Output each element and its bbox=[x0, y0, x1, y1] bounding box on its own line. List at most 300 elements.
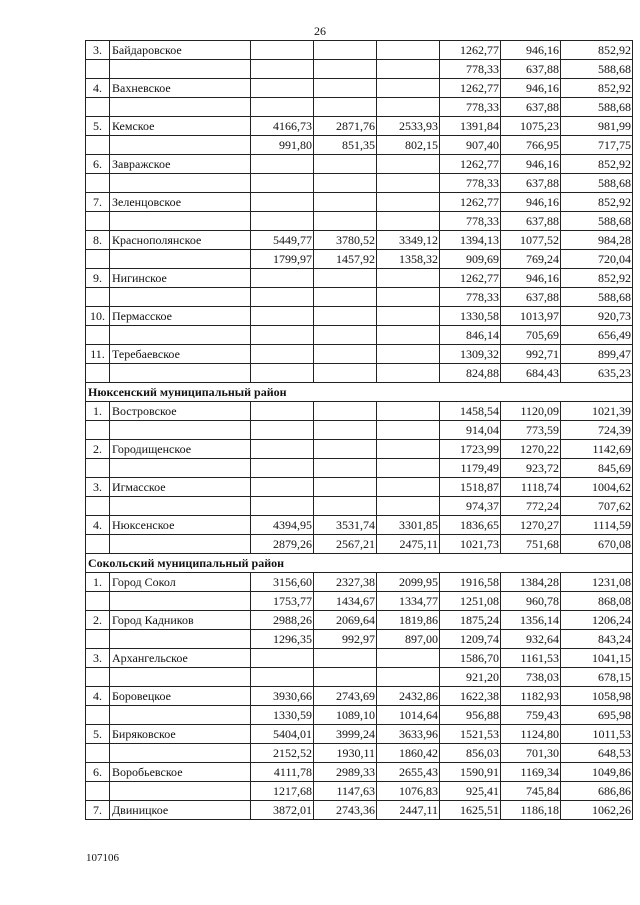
table-row bbox=[86, 79, 633, 98]
value-cell: 772,24 bbox=[501, 497, 561, 516]
table-row-continuation bbox=[86, 421, 633, 440]
value-cell bbox=[377, 345, 440, 364]
value-cell: 1114,59 bbox=[561, 516, 633, 535]
value-cell bbox=[251, 288, 314, 307]
value-cell: 2567,21 bbox=[314, 535, 377, 554]
value-cell: 802,15 bbox=[377, 136, 440, 155]
value-cell: 899,47 bbox=[561, 345, 633, 364]
value-cell: 1296,35 bbox=[251, 630, 314, 649]
value-cell: 2432,86 bbox=[377, 687, 440, 706]
table-row-continuation bbox=[86, 60, 633, 79]
settlement-name bbox=[110, 421, 251, 440]
value-cell: 907,40 bbox=[440, 136, 501, 155]
value-cell: 1217,68 bbox=[251, 782, 314, 801]
value-cell bbox=[251, 345, 314, 364]
value-cell: 1457,92 bbox=[314, 250, 377, 269]
value-cell bbox=[314, 60, 377, 79]
row-number: 4. bbox=[86, 79, 110, 98]
value-cell: 1518,87 bbox=[440, 478, 501, 497]
value-cell bbox=[314, 459, 377, 478]
settlement-name bbox=[110, 668, 251, 687]
value-cell: 3531,74 bbox=[314, 516, 377, 535]
value-cell bbox=[251, 174, 314, 193]
row-number bbox=[86, 326, 110, 345]
value-cell: 707,62 bbox=[561, 497, 633, 516]
row-number bbox=[86, 630, 110, 649]
value-cell bbox=[377, 193, 440, 212]
value-cell bbox=[251, 155, 314, 174]
table-row bbox=[86, 269, 633, 288]
value-cell: 588,68 bbox=[561, 60, 633, 79]
value-cell: 856,03 bbox=[440, 744, 501, 763]
value-cell: 1819,86 bbox=[377, 611, 440, 630]
value-cell: 759,43 bbox=[501, 706, 561, 725]
value-cell: 2152,52 bbox=[251, 744, 314, 763]
value-cell bbox=[251, 307, 314, 326]
value-cell bbox=[251, 326, 314, 345]
value-cell bbox=[251, 649, 314, 668]
row-number: 3. bbox=[86, 478, 110, 497]
value-cell bbox=[377, 440, 440, 459]
table-row-continuation bbox=[86, 136, 633, 155]
table-row bbox=[86, 307, 633, 326]
value-cell bbox=[251, 459, 314, 478]
value-cell: 2327,38 bbox=[314, 573, 377, 592]
value-cell: 1058,98 bbox=[561, 687, 633, 706]
value-cell bbox=[377, 174, 440, 193]
row-number bbox=[86, 364, 110, 383]
value-cell: 705,69 bbox=[501, 326, 561, 345]
row-number bbox=[86, 98, 110, 117]
value-cell: 1262,77 bbox=[440, 269, 501, 288]
value-cell bbox=[314, 326, 377, 345]
value-cell bbox=[377, 212, 440, 231]
value-cell bbox=[314, 478, 377, 497]
row-number bbox=[86, 592, 110, 611]
table-row bbox=[86, 193, 633, 212]
value-cell: 2655,43 bbox=[377, 763, 440, 782]
value-cell bbox=[251, 668, 314, 687]
row-number: 8. bbox=[86, 231, 110, 250]
row-number: 9. bbox=[86, 269, 110, 288]
value-cell: 648,53 bbox=[561, 744, 633, 763]
value-cell: 1004,62 bbox=[561, 478, 633, 497]
settlement-name: Теребаевское bbox=[110, 345, 251, 364]
row-number bbox=[86, 782, 110, 801]
value-cell bbox=[314, 155, 377, 174]
value-cell: 3349,12 bbox=[377, 231, 440, 250]
settlement-name bbox=[110, 535, 251, 554]
table-row-continuation bbox=[86, 250, 633, 269]
row-number: 7. bbox=[86, 801, 110, 820]
value-cell: 2533,93 bbox=[377, 117, 440, 136]
value-cell: 5404,01 bbox=[251, 725, 314, 744]
value-cell: 845,69 bbox=[561, 459, 633, 478]
value-cell: 991,80 bbox=[251, 136, 314, 155]
value-cell: 738,03 bbox=[501, 668, 561, 687]
value-cell: 2447,11 bbox=[377, 801, 440, 820]
settlement-name bbox=[110, 706, 251, 725]
value-cell bbox=[251, 402, 314, 421]
value-cell bbox=[251, 269, 314, 288]
value-cell bbox=[251, 193, 314, 212]
value-cell: 2475,11 bbox=[377, 535, 440, 554]
value-cell bbox=[377, 649, 440, 668]
value-cell: 637,88 bbox=[501, 60, 561, 79]
value-cell bbox=[377, 668, 440, 687]
table-row bbox=[86, 440, 633, 459]
value-cell: 1161,53 bbox=[501, 649, 561, 668]
settlement-name: Байдаровское bbox=[110, 41, 251, 60]
value-cell: 852,92 bbox=[561, 155, 633, 174]
row-number bbox=[86, 174, 110, 193]
value-cell: 1309,32 bbox=[440, 345, 501, 364]
table-row bbox=[86, 516, 633, 535]
settlement-name bbox=[110, 98, 251, 117]
value-cell bbox=[377, 60, 440, 79]
settlement-name bbox=[110, 288, 251, 307]
value-cell: 946,16 bbox=[501, 155, 561, 174]
table-row bbox=[86, 231, 633, 250]
value-cell bbox=[251, 497, 314, 516]
table-row bbox=[86, 725, 633, 744]
value-cell: 1270,22 bbox=[501, 440, 561, 459]
value-cell: 960,78 bbox=[501, 592, 561, 611]
value-cell: 1916,58 bbox=[440, 573, 501, 592]
table-row bbox=[86, 41, 633, 60]
value-cell: 1391,84 bbox=[440, 117, 501, 136]
value-cell: 2069,64 bbox=[314, 611, 377, 630]
row-number bbox=[86, 535, 110, 554]
value-cell: 946,16 bbox=[501, 79, 561, 98]
value-cell bbox=[251, 41, 314, 60]
value-cell: 4394,95 bbox=[251, 516, 314, 535]
value-cell: 946,16 bbox=[501, 193, 561, 212]
value-cell: 1330,59 bbox=[251, 706, 314, 725]
value-cell: 1011,53 bbox=[561, 725, 633, 744]
value-cell: 852,92 bbox=[561, 269, 633, 288]
settlement-name: Пермасское bbox=[110, 307, 251, 326]
value-cell: 2871,76 bbox=[314, 117, 377, 136]
value-cell: 992,71 bbox=[501, 345, 561, 364]
row-number: 4. bbox=[86, 687, 110, 706]
value-cell: 4111,78 bbox=[251, 763, 314, 782]
value-cell: 724,39 bbox=[561, 421, 633, 440]
settlement-name: Архангельское bbox=[110, 649, 251, 668]
row-number bbox=[86, 421, 110, 440]
value-cell: 778,33 bbox=[440, 60, 501, 79]
value-cell bbox=[251, 421, 314, 440]
value-cell bbox=[314, 364, 377, 383]
value-cell: 637,88 bbox=[501, 174, 561, 193]
row-number bbox=[86, 497, 110, 516]
settlement-name: Кемское bbox=[110, 117, 251, 136]
row-number: 5. bbox=[86, 117, 110, 136]
table-row bbox=[86, 573, 633, 592]
value-cell: 843,24 bbox=[561, 630, 633, 649]
table-row bbox=[86, 478, 633, 497]
value-cell bbox=[377, 459, 440, 478]
value-cell bbox=[251, 212, 314, 231]
value-cell: 778,33 bbox=[440, 212, 501, 231]
table-row bbox=[86, 801, 633, 820]
settlement-name: Город Сокол bbox=[110, 573, 251, 592]
row-number: 7. bbox=[86, 193, 110, 212]
row-number: 6. bbox=[86, 763, 110, 782]
settlement-name: Востровское bbox=[110, 402, 251, 421]
row-number: 11. bbox=[86, 345, 110, 364]
value-cell bbox=[377, 478, 440, 497]
value-cell: 1262,77 bbox=[440, 193, 501, 212]
value-cell: 1231,08 bbox=[561, 573, 633, 592]
value-cell bbox=[377, 402, 440, 421]
value-cell: 1356,14 bbox=[501, 611, 561, 630]
value-cell: 1622,38 bbox=[440, 687, 501, 706]
value-cell: 1147,63 bbox=[314, 782, 377, 801]
table-row-continuation bbox=[86, 364, 633, 383]
value-cell: 1169,34 bbox=[501, 763, 561, 782]
table-row-continuation bbox=[86, 668, 633, 687]
value-cell: 588,68 bbox=[561, 98, 633, 117]
value-cell bbox=[377, 269, 440, 288]
value-cell: 992,97 bbox=[314, 630, 377, 649]
row-number: 1. bbox=[86, 402, 110, 421]
settlement-name: Воробьевское bbox=[110, 763, 251, 782]
value-cell: 656,49 bbox=[561, 326, 633, 345]
settlement-name: Городищенское bbox=[110, 440, 251, 459]
value-cell: 3780,52 bbox=[314, 231, 377, 250]
footer-code: 107106 bbox=[86, 852, 119, 864]
value-cell bbox=[314, 649, 377, 668]
value-cell: 852,92 bbox=[561, 193, 633, 212]
table-row bbox=[86, 763, 633, 782]
value-cell: 1875,24 bbox=[440, 611, 501, 630]
value-cell: 920,73 bbox=[561, 307, 633, 326]
value-cell: 1262,77 bbox=[440, 79, 501, 98]
settlement-name: Двиницкое bbox=[110, 801, 251, 820]
value-cell: 868,08 bbox=[561, 592, 633, 611]
value-cell bbox=[314, 98, 377, 117]
row-number bbox=[86, 250, 110, 269]
settlement-name bbox=[110, 497, 251, 516]
row-number: 3. bbox=[86, 649, 110, 668]
value-cell: 1206,24 bbox=[561, 611, 633, 630]
value-cell bbox=[377, 421, 440, 440]
value-cell bbox=[377, 79, 440, 98]
tariff-table bbox=[85, 40, 633, 820]
settlement-name: Боровецкое bbox=[110, 687, 251, 706]
value-cell: 932,64 bbox=[501, 630, 561, 649]
table-row bbox=[86, 117, 633, 136]
value-cell: 766,95 bbox=[501, 136, 561, 155]
value-cell: 4166,73 bbox=[251, 117, 314, 136]
table-row-continuation bbox=[86, 535, 633, 554]
row-number: 10. bbox=[86, 307, 110, 326]
value-cell: 1062,26 bbox=[561, 801, 633, 820]
settlement-name bbox=[110, 174, 251, 193]
value-cell bbox=[251, 60, 314, 79]
value-cell bbox=[314, 212, 377, 231]
value-cell bbox=[314, 497, 377, 516]
value-cell: 3301,85 bbox=[377, 516, 440, 535]
value-cell bbox=[377, 41, 440, 60]
value-cell bbox=[251, 478, 314, 497]
value-cell: 1041,15 bbox=[561, 649, 633, 668]
value-cell: 1590,91 bbox=[440, 763, 501, 782]
value-cell: 1209,74 bbox=[440, 630, 501, 649]
settlement-name: Биряковское bbox=[110, 725, 251, 744]
row-number bbox=[86, 668, 110, 687]
value-cell bbox=[377, 364, 440, 383]
value-cell: 921,20 bbox=[440, 668, 501, 687]
value-cell: 2879,26 bbox=[251, 535, 314, 554]
value-cell: 984,28 bbox=[561, 231, 633, 250]
value-cell: 1049,86 bbox=[561, 763, 633, 782]
settlement-name: Нигинское bbox=[110, 269, 251, 288]
row-number bbox=[86, 212, 110, 231]
table-row bbox=[86, 649, 633, 668]
row-number bbox=[86, 136, 110, 155]
value-cell: 1262,77 bbox=[440, 41, 501, 60]
value-cell: 1120,09 bbox=[501, 402, 561, 421]
value-cell bbox=[314, 307, 377, 326]
section-title: Сокольский муниципальный район bbox=[86, 554, 633, 573]
table-row-continuation bbox=[86, 98, 633, 117]
row-number bbox=[86, 60, 110, 79]
value-cell: 1076,83 bbox=[377, 782, 440, 801]
value-cell bbox=[314, 668, 377, 687]
row-number bbox=[86, 459, 110, 478]
value-cell bbox=[314, 440, 377, 459]
value-cell bbox=[251, 440, 314, 459]
table-row-continuation bbox=[86, 744, 633, 763]
value-cell: 925,41 bbox=[440, 782, 501, 801]
value-cell: 1836,65 bbox=[440, 516, 501, 535]
table-row-continuation bbox=[86, 592, 633, 611]
value-cell: 1753,77 bbox=[251, 592, 314, 611]
table-row-continuation bbox=[86, 782, 633, 801]
value-cell: 1089,10 bbox=[314, 706, 377, 725]
value-cell: 1021,39 bbox=[561, 402, 633, 421]
value-cell bbox=[314, 402, 377, 421]
value-cell: 3156,60 bbox=[251, 573, 314, 592]
table-row bbox=[86, 687, 633, 706]
settlement-name: Игмасское bbox=[110, 478, 251, 497]
settlement-name: Завражское bbox=[110, 155, 251, 174]
value-cell: 1179,49 bbox=[440, 459, 501, 478]
settlement-name bbox=[110, 782, 251, 801]
value-cell: 588,68 bbox=[561, 288, 633, 307]
settlement-name bbox=[110, 592, 251, 611]
page-number: 26 bbox=[314, 24, 326, 38]
value-cell: 1124,80 bbox=[501, 725, 561, 744]
value-cell: 3999,24 bbox=[314, 725, 377, 744]
value-cell: 923,72 bbox=[501, 459, 561, 478]
table-row bbox=[86, 611, 633, 630]
table-row-continuation bbox=[86, 212, 633, 231]
value-cell: 1262,77 bbox=[440, 155, 501, 174]
settlement-name bbox=[110, 326, 251, 345]
value-cell: 778,33 bbox=[440, 288, 501, 307]
value-cell: 695,98 bbox=[561, 706, 633, 725]
value-cell: 1182,93 bbox=[501, 687, 561, 706]
settlement-name: Нюксенское bbox=[110, 516, 251, 535]
row-number: 1. bbox=[86, 573, 110, 592]
value-cell: 773,59 bbox=[501, 421, 561, 440]
value-cell bbox=[314, 174, 377, 193]
value-cell: 2988,26 bbox=[251, 611, 314, 630]
value-cell: 635,23 bbox=[561, 364, 633, 383]
value-cell: 981,99 bbox=[561, 117, 633, 136]
value-cell: 720,04 bbox=[561, 250, 633, 269]
value-cell bbox=[377, 326, 440, 345]
value-cell bbox=[251, 364, 314, 383]
value-cell: 745,84 bbox=[501, 782, 561, 801]
value-cell: 1930,11 bbox=[314, 744, 377, 763]
value-cell: 1860,42 bbox=[377, 744, 440, 763]
value-cell: 1021,73 bbox=[440, 535, 501, 554]
section-header-row bbox=[86, 554, 633, 573]
value-cell: 778,33 bbox=[440, 98, 501, 117]
table-row-continuation bbox=[86, 706, 633, 725]
value-cell: 852,92 bbox=[561, 79, 633, 98]
table-row-continuation bbox=[86, 288, 633, 307]
value-cell: 1251,08 bbox=[440, 592, 501, 611]
value-cell bbox=[377, 307, 440, 326]
value-cell: 1458,54 bbox=[440, 402, 501, 421]
value-cell: 588,68 bbox=[561, 212, 633, 231]
value-cell: 684,43 bbox=[501, 364, 561, 383]
table-body bbox=[86, 41, 633, 820]
row-number: 4. bbox=[86, 516, 110, 535]
value-cell bbox=[314, 41, 377, 60]
table-row bbox=[86, 345, 633, 364]
value-cell: 1270,27 bbox=[501, 516, 561, 535]
value-cell: 1118,74 bbox=[501, 478, 561, 497]
value-cell: 717,75 bbox=[561, 136, 633, 155]
value-cell: 1394,13 bbox=[440, 231, 501, 250]
value-cell: 852,92 bbox=[561, 41, 633, 60]
value-cell bbox=[377, 155, 440, 174]
value-cell: 897,00 bbox=[377, 630, 440, 649]
settlement-name bbox=[110, 212, 251, 231]
value-cell: 1014,64 bbox=[377, 706, 440, 725]
value-cell: 1586,70 bbox=[440, 649, 501, 668]
table-row-continuation bbox=[86, 459, 633, 478]
row-number: 3. bbox=[86, 41, 110, 60]
value-cell: 1334,77 bbox=[377, 592, 440, 611]
settlement-name: Вахневское bbox=[110, 79, 251, 98]
table-row-continuation bbox=[86, 326, 633, 345]
value-cell: 1142,69 bbox=[561, 440, 633, 459]
value-cell: 1186,18 bbox=[501, 801, 561, 820]
value-cell bbox=[377, 288, 440, 307]
value-cell: 956,88 bbox=[440, 706, 501, 725]
value-cell: 1625,51 bbox=[440, 801, 501, 820]
value-cell: 701,30 bbox=[501, 744, 561, 763]
value-cell: 2743,36 bbox=[314, 801, 377, 820]
section-title: Нюксенский муниципальный район bbox=[86, 383, 633, 402]
settlement-name: Краснополянское bbox=[110, 231, 251, 250]
settlement-name: Город Кадников bbox=[110, 611, 251, 630]
value-cell: 846,14 bbox=[440, 326, 501, 345]
value-cell bbox=[314, 79, 377, 98]
value-cell: 3633,96 bbox=[377, 725, 440, 744]
value-cell: 637,88 bbox=[501, 212, 561, 231]
section-header-row bbox=[86, 383, 633, 402]
row-number bbox=[86, 706, 110, 725]
value-cell bbox=[251, 79, 314, 98]
